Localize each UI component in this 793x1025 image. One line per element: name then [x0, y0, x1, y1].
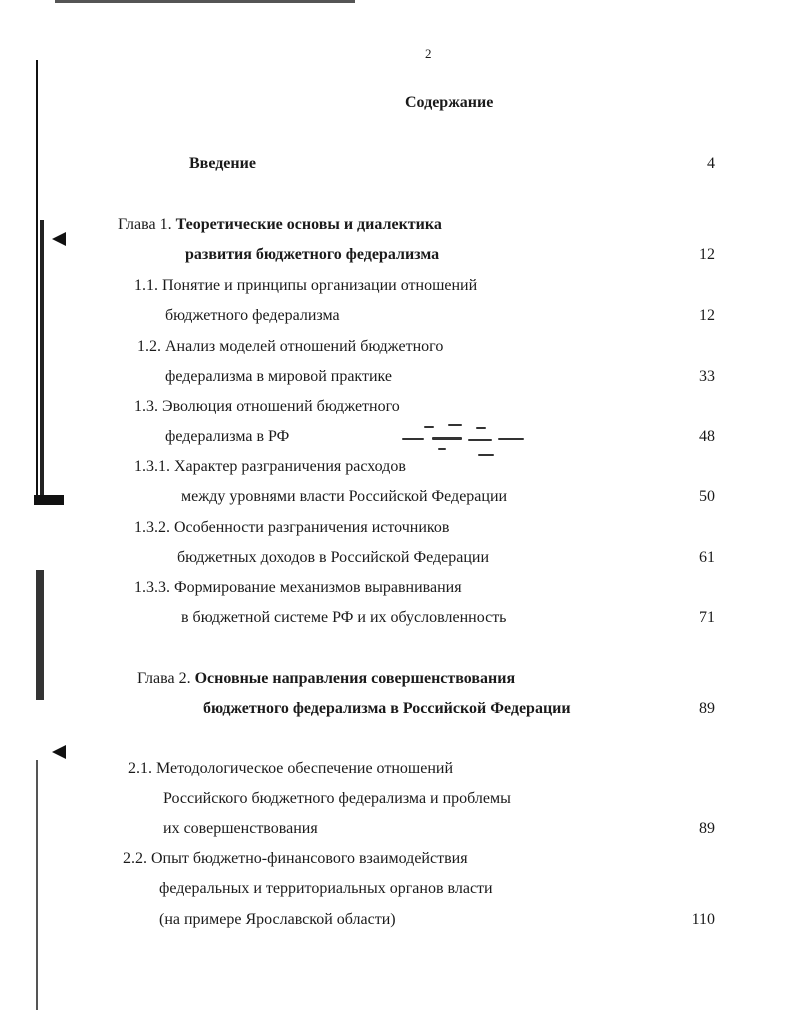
- toc-section-2-1-line3: их совершенствования: [163, 820, 318, 837]
- toc-chapter-2: [137, 669, 515, 689]
- toc-section-1-1-page: 12: [699, 307, 715, 324]
- toc-section-1-3-2-line1: 1.3.2. Особенности разграничения источников: [134, 519, 450, 536]
- toc-section-1-3-page: 48: [699, 428, 715, 445]
- toc-chapter-2-title-line2: бюджетного федерализма в Российской Федерации: [203, 700, 571, 717]
- toc-section-2-2-line3: (на примере Ярославской области): [159, 911, 396, 928]
- toc-chapter-2-title-line1: Основные направления совершенствования: [194, 670, 516, 687]
- toc-intro-page: 4: [707, 155, 715, 172]
- toc-chapter-1: [118, 215, 442, 235]
- toc-section-1-3-3-page: 71: [699, 609, 715, 626]
- toc-chapter-1-page: 12: [699, 246, 715, 263]
- toc-section-2-1-page: 89: [699, 820, 715, 837]
- toc-section-1-3-1-line1: 1.3.1. Характер разграничения расходов: [134, 458, 406, 475]
- toc-section-1-1-line1: 1.1. Понятие и принципы организации отношений: [134, 277, 478, 294]
- scan-left-edge-line-4: [36, 760, 38, 1010]
- scan-arrow-mark-2: [52, 745, 66, 759]
- scan-left-edge-line-2: [40, 220, 44, 505]
- scan-top-edge-mark: [55, 0, 355, 3]
- toc-section-2-2-line2: федеральных и территориальных органов власти: [159, 880, 493, 897]
- scan-left-edge-blob: [34, 495, 64, 505]
- scan-left-edge-line-3: [36, 570, 44, 700]
- toc-section-1-1-line2: бюджетного федерализма: [165, 307, 340, 324]
- scan-arrow-mark-1: [52, 232, 66, 246]
- toc-section-1-3-3-line2: в бюджетной системе РФ и их обусловленность: [181, 609, 507, 626]
- toc-section-1-3-line2: федерализма в РФ: [165, 428, 290, 445]
- toc-section-2-1-line2: Российского бюджетного федерализма и проблемы: [163, 790, 511, 807]
- toc-section-1-3-1-line2: между уровнями власти Российской Федерации: [181, 488, 508, 505]
- toc-chapter-2-prefix: Глава 2.: [137, 670, 191, 687]
- toc-section-1-2-line2: федерализма в мировой практике: [165, 368, 393, 385]
- toc-section-2-2-line1: 2.2. Опыт бюджетно-финансового взаимодействия: [123, 850, 468, 867]
- toc-section-1-3-1-page: 50: [699, 488, 715, 505]
- toc-section-2-2-page: 110: [691, 911, 715, 928]
- toc-section-1-3-2-line2: бюджетных доходов в Российской Федерации: [177, 549, 490, 566]
- scan-noise-cluster: [398, 424, 528, 464]
- toc-section-1-3-line1: 1.3. Эволюция отношений бюджетного: [134, 398, 400, 415]
- scan-left-edge-line: [36, 60, 38, 500]
- toc-intro-title: Введение: [189, 155, 256, 172]
- toc-chapter-2-page: 89: [699, 700, 715, 717]
- toc-chapter-1-prefix: Глава 1.: [118, 216, 172, 233]
- toc-section-1-3-2-page: 61: [699, 549, 715, 566]
- toc-section-2-1-line1: 2.1. Методологическое обеспечение отношений: [128, 760, 454, 777]
- toc-chapter-1-title-line2: развития бюджетного федерализма: [185, 246, 440, 263]
- toc-title: Содержание: [405, 94, 494, 111]
- toc-section-1-3-3-line1: 1.3.3. Формирование механизмов выравнивания: [134, 579, 462, 596]
- page-number: 2: [425, 46, 432, 61]
- toc-section-1-2-line1: 1.2. Анализ моделей отношений бюджетного: [137, 338, 444, 355]
- toc-chapter-1-title-line1: Теоретические основы и диалектика: [175, 216, 442, 233]
- toc-section-1-2-page: 33: [699, 368, 715, 385]
